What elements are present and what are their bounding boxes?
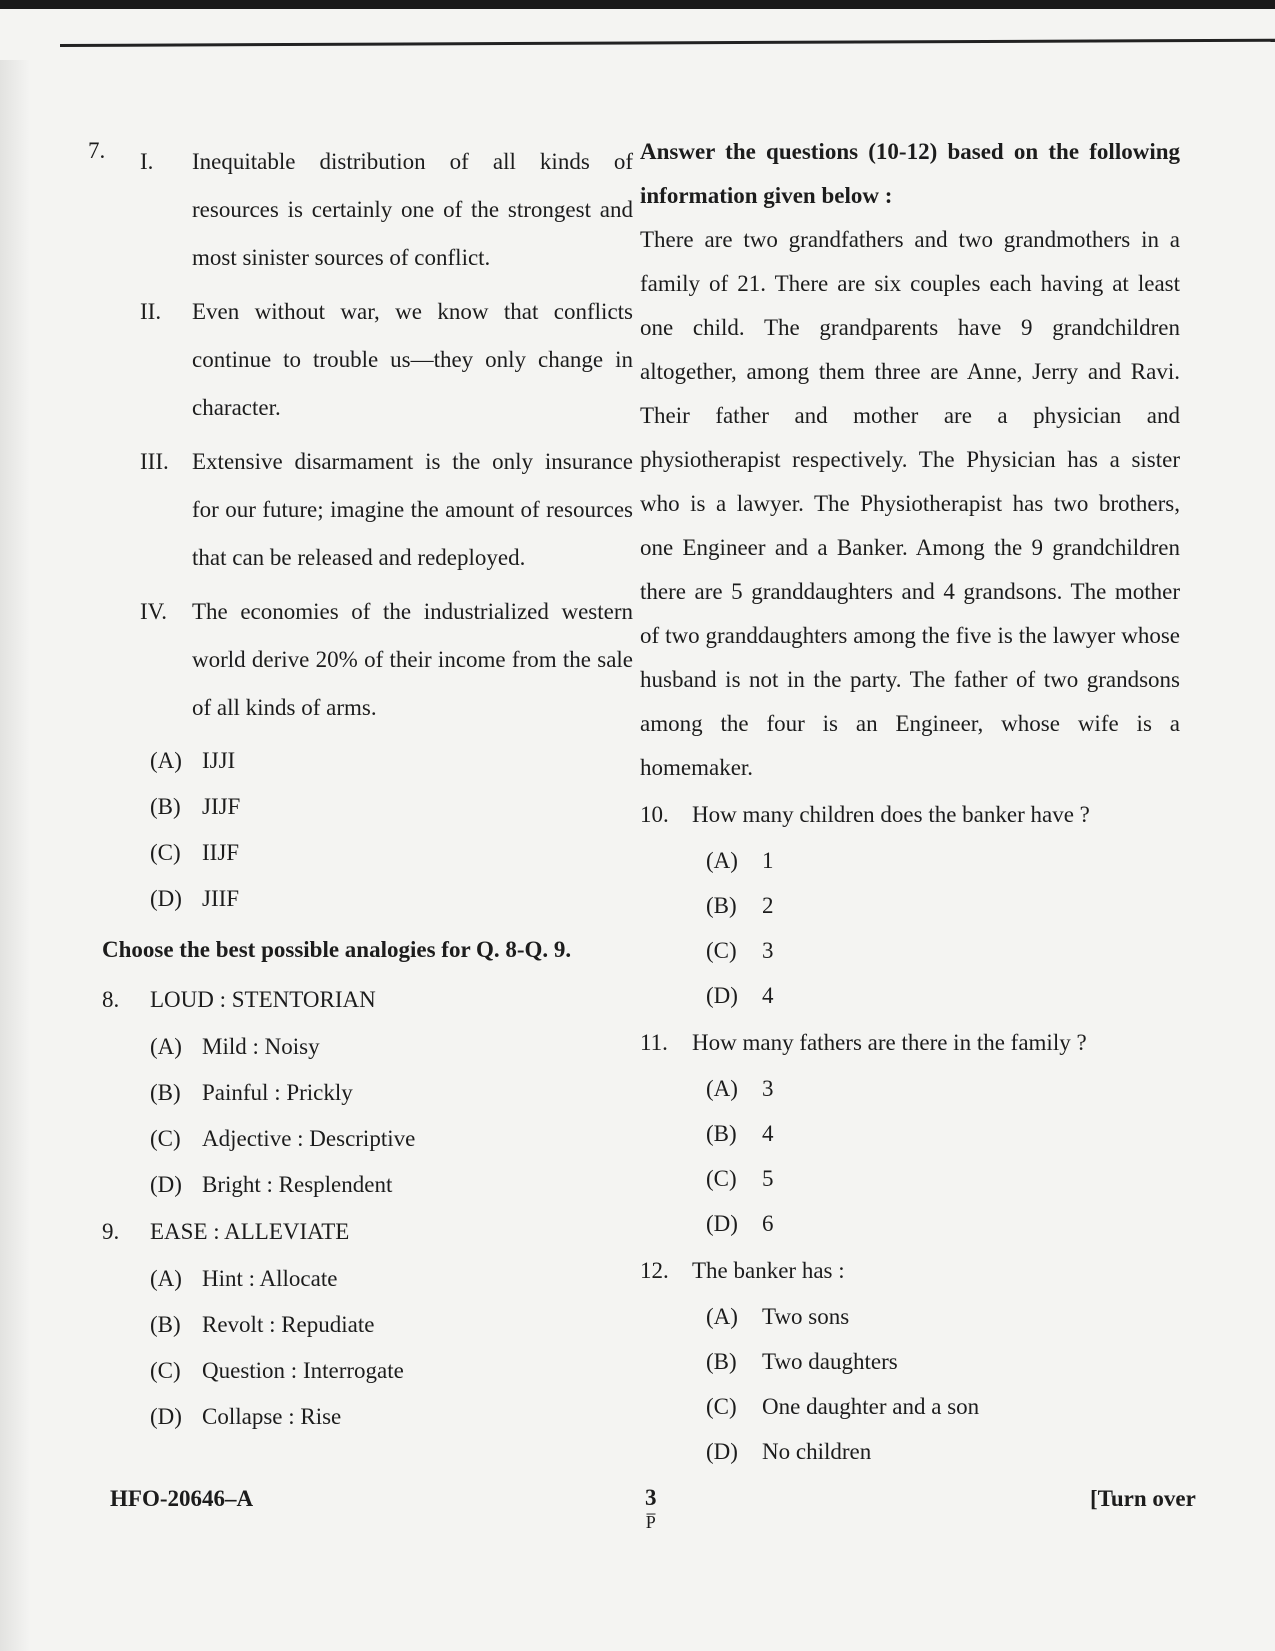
- option-text: JIIF: [202, 886, 240, 911]
- option-text: Mild : Noisy: [202, 1034, 320, 1059]
- option-text: 3: [762, 1075, 774, 1101]
- option-text: Hint : Allocate: [202, 1266, 338, 1291]
- scan-top-edge: [0, 0, 1275, 9]
- option-text: IIJF: [202, 840, 240, 865]
- option-text: One daughter and a son: [762, 1393, 980, 1419]
- option-label: (B): [706, 1348, 737, 1374]
- option-label: (A): [150, 1034, 182, 1059]
- question-stem: The banker has :: [692, 1258, 845, 1283]
- option: [150, 1116, 633, 1162]
- passage-text: There are two grandfathers and two grandmothers in a family of 21. There are six couples each having at least one child. The grandparents have 9 grandchildren altogether, among them three are Anne, Jerry and Ravi. Their father and mother are a physician and physiotherapist respectively. The Physician has a sister who is a lawyer. The Physiotherapist has two brothers, one Engineer and a Banker. Among the 9 grandchildren there are 5 granddaughters and 4 grandsons. The mother of two granddaughters among the five is the lawyer whose husband is not in the party. The father of two grandsons among the four is an Engineer, whose wife is a homemaker.: [640, 227, 1180, 780]
- option-label: (B): [150, 1312, 181, 1337]
- option: [150, 876, 633, 922]
- option-label: (D): [150, 1172, 182, 1197]
- statement-text: Extensive disarmament is the only insurance for our future; imagine the amount of resources that can be released and redeployed.: [192, 449, 633, 570]
- passage-heading: Answer the questions (10-12) based on the following information given below :: [640, 139, 1180, 208]
- option-text: Painful : Prickly: [202, 1080, 353, 1105]
- option-text: 1: [762, 847, 774, 873]
- statement-text: Even without war, we know that conflicts continue to trouble us—they only change in character.: [192, 299, 633, 420]
- question-number: 9.: [102, 1219, 120, 1244]
- question-12: [640, 1248, 1180, 1294]
- question-number: 8.: [102, 987, 120, 1012]
- option-label: (C): [706, 937, 737, 963]
- question-9-options: [150, 1256, 633, 1440]
- question-number: 12.: [640, 1258, 669, 1283]
- question-8: [102, 976, 633, 1024]
- option-label: (C): [150, 840, 181, 865]
- question-11-options: [706, 1066, 1180, 1246]
- option-text: Collapse : Rise: [202, 1404, 342, 1429]
- option: [706, 973, 1180, 1018]
- option: [150, 1070, 633, 1116]
- statement-label: III.: [140, 449, 169, 474]
- option: [706, 1339, 1180, 1384]
- option-text: 4: [762, 1120, 774, 1146]
- statement-label: I.: [140, 149, 154, 174]
- page-mark: P̅: [645, 1512, 656, 1532]
- option-text: 2: [762, 892, 774, 918]
- analogy-instruction: Choose the best possible analogies for Q. 8-Q. 9.: [102, 937, 572, 962]
- header-rule: [60, 39, 1275, 47]
- option-label: (A): [150, 1266, 182, 1291]
- question-number: 11.: [640, 1030, 668, 1055]
- option-label: (D): [706, 1210, 738, 1236]
- right-column: [640, 130, 1180, 1474]
- statement-text: Inequitable distribution of all kinds of resources is certainly one of the strongest and most sinister sources of conflict.: [192, 149, 633, 270]
- option-label: (D): [706, 982, 738, 1008]
- option-text: JIJF: [202, 794, 241, 819]
- statement: [140, 288, 633, 432]
- option: [706, 1429, 1180, 1474]
- question-7: [88, 138, 633, 738]
- paper-code: HFO-20646–A: [110, 1486, 254, 1511]
- question-12-options: [706, 1294, 1180, 1474]
- option-text: Revolt : Repudiate: [202, 1312, 375, 1337]
- option: [150, 1024, 633, 1070]
- question-9: [102, 1208, 633, 1256]
- statement-label: IV.: [140, 599, 168, 624]
- option-label: (D): [150, 886, 182, 911]
- option-text: 3: [762, 937, 774, 963]
- option: [706, 1294, 1180, 1339]
- option-label: (B): [150, 1080, 181, 1105]
- option: [706, 1201, 1180, 1246]
- option-label: (D): [150, 1404, 182, 1429]
- option-label: (A): [706, 1303, 738, 1329]
- option-label: (B): [706, 892, 737, 918]
- turn-over-label: [Turn over: [1090, 1486, 1196, 1511]
- option: [706, 1384, 1180, 1429]
- option-text: IJJI: [202, 748, 236, 773]
- left-column: [88, 138, 633, 1440]
- option-text: Adjective : Descriptive: [202, 1126, 416, 1151]
- question-10-options: [706, 838, 1180, 1018]
- option: [150, 1256, 633, 1302]
- option-text: 6: [762, 1210, 774, 1236]
- option: [706, 1111, 1180, 1156]
- statement: [140, 138, 633, 282]
- option-text: Two sons: [762, 1303, 850, 1329]
- question-stem: LOUD : STENTORIAN: [150, 987, 376, 1012]
- option: [706, 1066, 1180, 1111]
- option: [150, 830, 633, 876]
- option-label: (C): [706, 1165, 737, 1191]
- option: [150, 1348, 633, 1394]
- question-number: 10.: [640, 802, 669, 827]
- option: [706, 928, 1180, 973]
- statement-text: The economies of the industrialized western world derive 20% of their income from the sale of all kinds of arms.: [192, 599, 633, 720]
- statement-list: [140, 138, 633, 738]
- option-text: Bright : Resplendent: [202, 1172, 393, 1197]
- question-7-options: [150, 738, 633, 922]
- option-label: (D): [706, 1438, 738, 1464]
- option: [150, 1302, 633, 1348]
- statement: [140, 438, 633, 582]
- option-text: Question : Interrogate: [202, 1358, 404, 1383]
- question-number: 7.: [88, 138, 106, 163]
- option-label: (A): [150, 748, 182, 773]
- option: [150, 1162, 633, 1208]
- statement: [140, 588, 633, 732]
- option-label: (A): [706, 1075, 738, 1101]
- option: [706, 838, 1180, 883]
- option-label: (A): [706, 847, 738, 873]
- question-stem: How many children does the banker have ?: [692, 802, 1090, 827]
- question-8-options: [150, 1024, 633, 1208]
- question-11: [640, 1020, 1180, 1066]
- page-number: 3: [645, 1485, 657, 1510]
- option-label: (C): [706, 1393, 737, 1419]
- statement-label: II.: [140, 299, 162, 324]
- option: [150, 738, 633, 784]
- option: [150, 784, 633, 830]
- option: [150, 1394, 633, 1440]
- question-10: [640, 792, 1180, 838]
- page-number-block: [645, 1486, 657, 1534]
- option-label: (C): [150, 1126, 181, 1151]
- option-text: No children: [762, 1438, 872, 1464]
- question-stem: EASE : ALLEVIATE: [150, 1219, 350, 1244]
- option-text: Two daughters: [762, 1348, 898, 1374]
- option-text: 4: [762, 982, 774, 1008]
- option-label: (B): [150, 794, 181, 819]
- scan-left-shadow: [0, 60, 30, 1651]
- option: [706, 1156, 1180, 1201]
- option-text: 5: [762, 1165, 774, 1191]
- option-label: (B): [706, 1120, 737, 1146]
- question-stem: How many fathers are there in the family ?: [692, 1030, 1087, 1055]
- option: [706, 883, 1180, 928]
- option-label: (C): [150, 1358, 181, 1383]
